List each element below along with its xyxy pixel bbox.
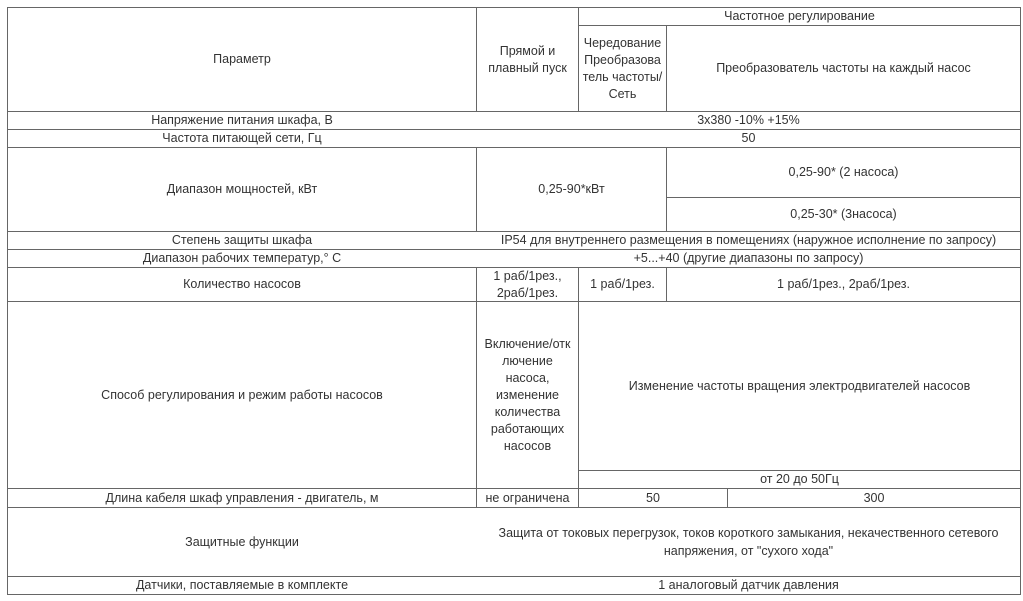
row-pumps-per-pump: 1 раб/1рез., 2раб/1рез. xyxy=(777,277,910,291)
header-freq-group: Частотное регулирование xyxy=(724,9,875,23)
row-cable-per-pump: 300 xyxy=(863,490,885,505)
row-regulation-direct: Включение/отк лючение насоса, изменение количества работающих насосов xyxy=(484,336,571,453)
row-voltage-label: Напряжение питания шкафа, В xyxy=(151,113,333,127)
row-protection-label: Степень защиты шкафа xyxy=(171,233,313,247)
row-regulation-label: Способ регулирования и режим работы насосов xyxy=(101,387,383,402)
row-power-label: Диапазон мощностей, кВт xyxy=(166,182,318,196)
header-direct: Прямой и плавный пуск xyxy=(488,43,567,75)
row-functions-label: Защитные функции xyxy=(185,534,299,549)
header-param: Параметр xyxy=(213,52,271,66)
row-pumps-direct: 1 раб/1рез., 2раб/1рез. xyxy=(493,268,562,300)
row-regulation-freq: Изменение частоты вращения электродвигателей насосов xyxy=(628,378,971,393)
row-pumps-alternation: 1 раб/1рез. xyxy=(590,277,655,291)
row-voltage-value: 3х380 -10% +15% xyxy=(697,113,800,127)
row-functions-value: Защита от токовых перегрузок, токов короткого замыкания, некачественного сетевого напряжения, от "сухого хода" xyxy=(498,526,999,558)
row-frequency-value: 50 xyxy=(741,131,756,145)
row-sensors-value: 1 аналоговый датчик давления xyxy=(658,578,839,592)
row-power-option2: 0,25-30* (3насоса) xyxy=(790,207,897,221)
row-temperature-label: Диапазон рабочих температур,° С xyxy=(142,251,342,265)
header-alternation: Чередование Преобразова тель частоты/Сеть xyxy=(582,35,663,101)
grid-line xyxy=(1020,7,1021,595)
header-per-pump: Преобразователь частоты на каждый насос xyxy=(716,61,971,75)
row-cable-alternation: 50 xyxy=(646,490,660,505)
grid-line xyxy=(7,594,1020,595)
row-cable-direct: не ограничена xyxy=(485,490,570,505)
row-protection-value: IP54 для внутреннего размещения в помещениях (наружное исполнение по запросу) xyxy=(500,233,997,247)
row-temperature-value: +5...+40 (другие диапазоны по запросу) xyxy=(633,251,864,265)
row-cable-label: Длина кабеля шкаф управления - двигатель, м xyxy=(105,490,379,505)
row-frequency-label: Частота питающей сети, Гц xyxy=(162,131,322,145)
row-pumps-label: Количество насосов xyxy=(183,277,301,291)
row-sensors-label: Датчики, поставляемые в комплекте xyxy=(135,578,349,592)
row-regulation-range: от 20 до 50Гц xyxy=(760,472,839,486)
row-power-direct: 0,25-90*кВт xyxy=(538,182,605,196)
row-power-option1: 0,25-90* (2 насоса) xyxy=(788,165,899,179)
